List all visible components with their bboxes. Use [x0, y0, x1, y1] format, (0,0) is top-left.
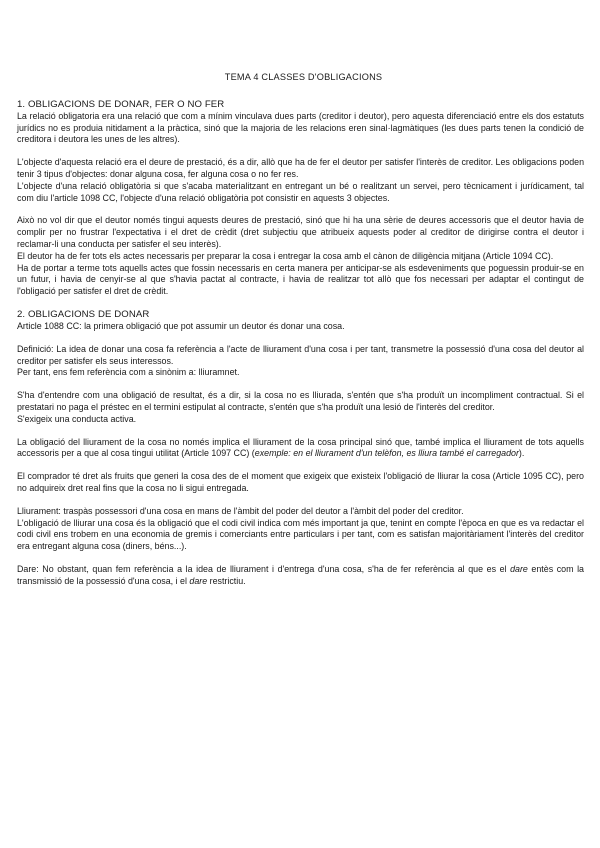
paragraph: Article 1088 CC: la primera obligació que pot assumir un deutor és donar una cosa. [17, 320, 345, 331]
paragraph: Definició: La idea de donar una cosa fa referència a l'acte de lliurament d'una cosa i per tant, transmetre la possessió d'una cosa del deutor al creditor per satisfer els seus interessos. [17, 343, 584, 366]
dare-italic: dare [510, 563, 528, 574]
document-title: TEMA 4 CLASSES D'OBLIGACIONS [224, 72, 383, 82]
paragraph: Ha de portar a terme tots aquells actes que fossin necessaris en certa manera per anticipar-se als esdeveniments que poguessin produir-se en un futur, i havia de cenyir-se al que s'havia pactat al contracte, i havia de realitzar tot allò que fos necessari per adaptar el contingut de l'obligació per satisfer el dret de crèdit. [17, 262, 584, 297]
dare-italic: dare [189, 575, 208, 586]
paragraph: Lliurament: traspàs possessori d'una cosa en mans de l'àmbit del poder del deutor a l'àmbit del poder del creditor. [17, 505, 464, 516]
paragraph: La relació obligatoria era una relació que com a mínim vinculava dues parts (creditor i deutor), pero aquesta diferenciació entre els dos estatuts jurídics no es produia nitidament a la pràctica, sinó que la majoria de les relacions eren sinal·lagmàtiques (les dues parts tenen la condició de creditora i deutora les unes de les altres). [17, 110, 584, 145]
example-italic: exemple: en el lliurament d'un telèfon, es lliura també el carregador [254, 448, 519, 459]
paragraph: Per tant, ens fem referència com a sinònim a: lliuramnet. [17, 367, 240, 378]
paragraph: Això no vol dir que el deutor només tingui aquests deures de prestació, sinó que hi ha una sèrie de deures accessoris que el deutor havia de complir per no frustrar l'expectativa i el dret de crèdit (dret subjectiu que atribueix aquests poder al creditor de dirigirse contra el deutor i reclamar-li una conducta per satisfer el seu interès). [17, 215, 584, 249]
paragraph [17, 437, 584, 461]
paragraph-text: La obligació del lliurament de la cosa no només implica el lliurament de la cosa principal sinó que, també implica el lliurament de tots aquells accessoris per a que al cosa tingui utilitat (Article 1097 CC) ( [17, 436, 584, 459]
paragraph [17, 564, 584, 588]
paragraph: El deutor ha de fer tots els actes necessaris per preparar la cosa i entregar la cosa amb el cànon de diligència mitjana (Article 1094 CC). [17, 250, 554, 261]
paragraph-text: ). [518, 448, 525, 459]
section-1-heading: 1. OBLIGACIONS DE DONAR, FER O NO FER [17, 98, 225, 110]
paragraph: L'objecte d'aquesta relació era el deure de prestació, és a dir, allò que ha de fer el deutor per satisfer l'interès de creditor. Les obligacions poden tenir 3 tipus d'objectes: donar alguna cosa, fer alguna cosa o no fer res. [17, 157, 584, 179]
paragraph-text: restrictiu. [207, 575, 246, 586]
paragraph: L'objecte d'una relació obligatòria si que s'acaba materialitzant en entregant un bé o realitzant un servei, pero tècnicament i jurídicament, tal com diu l'article 1098 CC, l'objecte d'una relació obligatòria pot consistir en aquests 3 objectes. [17, 180, 584, 203]
paragraph: S'exigeix una conducta activa. [17, 413, 137, 424]
paragraph: El comprador té dret als fruits que generi la cosa des de el moment que exigeix que existeix l'obligació de lliurar la cosa (Article 1095 CC), pero no adquireix dret real fins que la cosa no li sigui entregada. [17, 471, 584, 493]
paragraph: L'obligació de lliurar una cosa és la obligació que el codi civil indica com més important ja que, tenint en compte l'època en que es va redactar el codi civil ens trobem en una economia de gremis i comerciants entre particulars i per tant, com es satisfan majoritàriament l'interès del creditor era entregant alguna cosa (diners, béns...). [17, 517, 584, 552]
paragraph-text: Dare: No obstant, quan fem referència a la idea de lliurament i d'entrega d'una cosa, s'ha de fer referència al que es el [17, 563, 511, 574]
paragraph: S'ha d'entendre com una obligació de resultat, és a dir, si la cosa no es lliurada, s'entén que s'ha produït un incompliment contractual. Si el prestatari no paga el préstec en el termini estipulat al contracte, s'entén que s'ha produït una lesió de l'interès del creditor. [17, 390, 584, 412]
section-2-heading: 2. OBLIGACIONS DE DONAR [17, 308, 150, 320]
paragraph-text: entès com la transmissió de la possessió d'una cosa, i el [17, 563, 584, 586]
